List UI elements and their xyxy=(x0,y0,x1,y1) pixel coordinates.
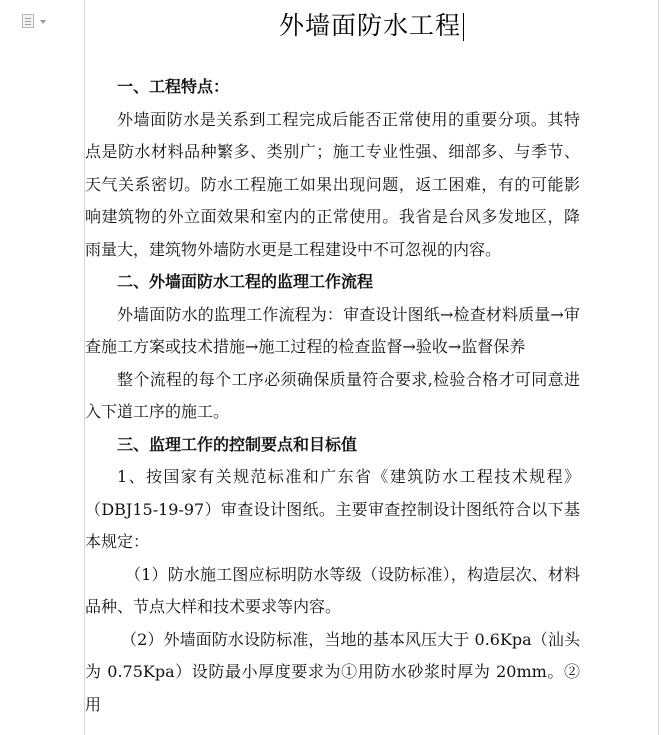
left-gutter xyxy=(0,0,84,735)
paragraph-2: 外墙面防水的监理工作流程为：审查设计图纸→检查材料质量→审查施工方案或技术措施→施工过程的检查监督→验收→监督保养 xyxy=(85,304,580,356)
section-heading-1: 一、工程特点： xyxy=(117,77,230,96)
chevron-down-icon[interactable] xyxy=(40,20,46,24)
sub-item-1: （1）防水施工图应标明防水等级（设防标准），构造层次、材料品种、节点大样和技术要求等内容。 xyxy=(85,564,580,616)
section-heading-2: 二、外墙面防水工程的监理工作流程 xyxy=(117,272,374,291)
document-title-line xyxy=(85,6,658,42)
paragraph-3: 整个流程的每个工序必须确保质量符合要求,检验合格才可同意进入下道工序的施工。 xyxy=(85,369,580,421)
section-heading-3: 三、监理工作的控制要点和目标值 xyxy=(117,434,358,454)
document-title: 外墙面防水工程 xyxy=(278,11,461,40)
text-cursor xyxy=(463,13,464,41)
page-right-edge xyxy=(658,0,659,735)
document-page[interactable] xyxy=(85,0,658,735)
paragraph-4: 1、按国家有关规范标准和广东省《建筑防水工程技术规程》（DBJ15-19-97）审查设计图纸。主要审查控制设计图纸符合以下基本规定： xyxy=(85,467,580,551)
sub-item-2: （2）外墙面防水设防标准，当地的基本风压大于 0.6Kpa（汕头为 0.75Kpa）设防最小厚度要求为①用防水砂浆时厚为 20mm。②用 xyxy=(85,629,580,714)
document-icon[interactable] xyxy=(22,14,34,28)
document-body[interactable] xyxy=(85,71,580,721)
paragraph-1: 外墙面防水是关系到工程完成后能否正常使用的重要分项。其特点是防水材料品种繁多、类别广；施工专业性强、细部多、与季节、天气关系密切。防水工程施工如果出现问题，返工困难，有的可能影响建筑物的外立面效果和室内的正常使用。我省是台风多发地区，降雨量大，建筑物外墙防水更是工程建设中不可忽视的内容。 xyxy=(85,109,580,259)
